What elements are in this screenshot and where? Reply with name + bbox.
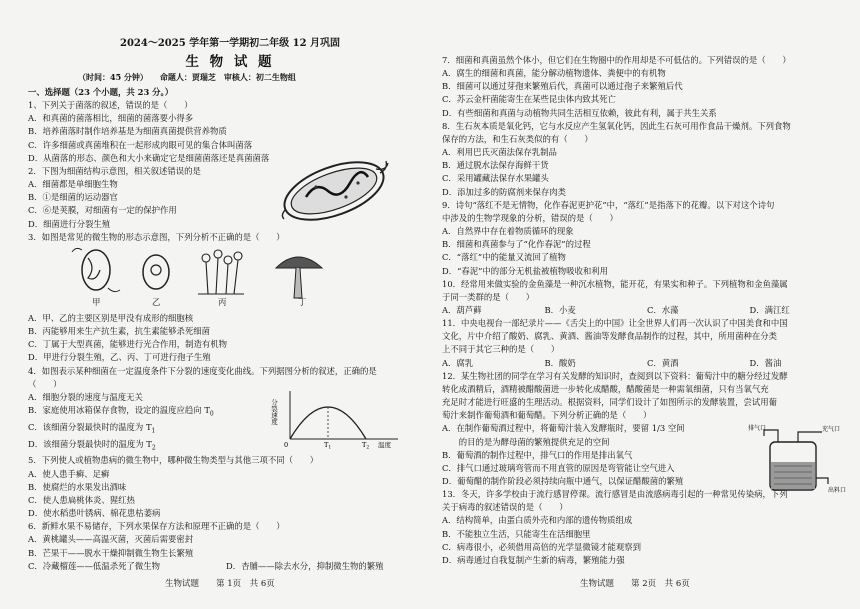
option-d: D．病毒通过自我复制产生新的病毒，繁殖能力强 [442, 554, 625, 565]
question-stem-continued: （ ） [28, 378, 62, 389]
graph-x-label: 温度 [378, 440, 391, 449]
option-d: D．该细菌分裂最快时的温度为 $T_2$ [28, 438, 156, 452]
bacteria-structure-figure [276, 159, 391, 221]
option-d: D．添加过多的防腐剂来保存肉类 [442, 186, 566, 197]
page-footer: 生物试题 第 2页 共 6页 [580, 579, 690, 589]
question-stem: 2．下图为细菌结构示意图，相关叙述错误的是 [28, 165, 201, 176]
option-b: B．丙能够用来生产抗生素，抗生素能够杀死细菌 [28, 326, 211, 337]
option-c: C．丁属于大型真菌，能够进行光合作用，制造有机物 [28, 339, 228, 350]
option-b: B．不能独立生活，只能寄生在活细胞里 [442, 528, 591, 539]
mold-drawing [198, 250, 244, 294]
option-a: A．利用巴氏灭菌法保存乳制品 [442, 147, 557, 158]
option-b: B．细菌可以通过芽孢来繁殖后代，真菌可以通过孢子来繁殖后代 [442, 81, 683, 92]
question-1 [28, 99, 426, 165]
option-c: C．使人患扁桃体炎、猩红热 [28, 494, 135, 505]
option-a: A．腐生的细菌和真菌，能分解动植物遗体、粪便中的有机物 [442, 68, 666, 79]
question-stem: 5．下列使人或植物患病的微生物中，哪种微生物类型与其他三项不同（ ） [28, 455, 319, 466]
option-c: C．⑥是荚膜，对细菌有一定的保护作用 [28, 205, 177, 216]
question-10 [442, 278, 852, 317]
option-c: C．采用罐藏法保存水果罐头 [442, 173, 549, 184]
section-heading: 一、选择题（23 个小题，共 23 分。） [28, 87, 174, 97]
question-13 [442, 488, 852, 567]
option-a: A．使人患手癣、足癣 [28, 468, 110, 479]
option-a-continued: 的目的是为酵母菌的繁殖提供充足的空间 [442, 436, 610, 447]
page-footer: 生物试题 第 1页 共 6页 [165, 579, 275, 589]
option-b: B．使腐烂的水果发出酒味 [28, 481, 127, 492]
bacterium-drawing [82, 250, 110, 290]
option-a: A．细胞分裂的速度与温度无关 [28, 391, 143, 402]
option-a: A．和真菌的菌落相比，细菌的菌落要小得多 [28, 113, 194, 124]
question-stem-continued: 中涉及的生物学现象的分析，错误的是（ ） [442, 212, 618, 223]
option-a: A．自然界中存在着物质循环的现象 [442, 226, 574, 237]
option-b: B．酸奶 [544, 357, 576, 368]
question-8 [442, 120, 852, 199]
options-row [442, 304, 852, 317]
question-stem-continued: 于同一类群的是（ ） [442, 291, 535, 302]
figure-label-jia: 甲 [92, 296, 101, 307]
graph-tick-t2: $T_2$ [362, 440, 370, 449]
question-stem: 12．某生物社团的同学在学习有关发酵的知识时，查阅到以下资料：葡萄汁中的糖分经过发酵 [442, 370, 788, 381]
option-a: A．葫芦藓 [442, 304, 482, 315]
option-b: B．小麦 [544, 304, 576, 315]
question-4 [28, 365, 426, 455]
question-stem: 10．经常用来做实验的金鱼藻是一种沉水植物，能开花，有果实和种子。下列植物和金鱼藻属 [442, 278, 788, 289]
option-d: D．从菌落的形态、颜色和大小来确定它是细菌菌落还是真菌菌落 [28, 152, 270, 163]
option-a: A．在制作葡萄酒过程中，将葡萄汁装入发酵瓶时，要留 1/3 空间 [442, 423, 685, 434]
exhaust-port-label: 排气口 [748, 424, 767, 432]
option-c: C．该细菌分裂最快时的温度为 $T_1$ [28, 421, 156, 435]
option-d: D．满江红 [749, 304, 790, 315]
graph-tick-t1: $T_1$ [324, 440, 332, 449]
option-d: D．“春泥”中的部分无机盐被植物吸收和利用 [442, 265, 609, 276]
question-stem: 3．如图是常见的微生物的形态示意图，下列分析不正确的是（ ） [28, 231, 285, 242]
question-stem: 1、下列关于菌落的叙述，错误的是（ ） [28, 100, 193, 111]
option-a: A．结构简单，由蛋白质外壳和内部的遗传物质组成 [442, 515, 633, 526]
question-stem: 6．新鲜水果不易储存，下列水果保存方法和原理不正确的是（ ） [28, 521, 285, 532]
question-stem-continued: 萄汁来制作葡萄酒和葡萄醋。下列分析正确的是（ ） [442, 410, 652, 421]
question-stem-continued: 文化，片中介绍了酸奶、腐乳、黄酒、酱油等发酵食品制作的过程，其中，所用菌种在分类 [442, 331, 777, 342]
question-6 [28, 520, 426, 573]
option-b: B．家庭使用冰箱保存食物，设定的温度应趋向 $T_0$ [28, 404, 214, 418]
option-c: C．苏云金杆菌能寄生在某些昆虫体内致其死亡 [442, 94, 616, 105]
option-b: B．芒果干——脱水干燥抑制微生物生长繁殖 [28, 547, 194, 558]
option-b: B．细菌和真菌参与了“化作春泥”的过程 [442, 239, 591, 250]
inflation-port-label: 充气口 [822, 425, 841, 433]
exam-page-2 [430, 0, 860, 609]
option-a: A．甲、乙的主要区别是甲没有成形的细胞核 [28, 312, 194, 323]
outlet-port-label: 出料口 [828, 486, 847, 494]
graph-tick-0: 0 [284, 440, 289, 449]
option-a: A．细菌都是单细胞生物 [28, 179, 118, 190]
question-stem: 13．冬天，许多学校由于流行感冒停课。流行感冒是由流感病毒引起的一种常见传染病，下列 [442, 489, 788, 500]
question-3 [28, 231, 426, 365]
question-stem: 7．细菌和真菌虽然个体小，但它们在生物圈中的作用却是不可低估的。下列错误的是（ ） [442, 55, 791, 65]
option-b: B．培养菌落时制作培养基是为细菌真菌提供营养物质 [28, 126, 227, 137]
figure-label-ding: 丁 [298, 296, 307, 307]
option-c: C．排气口通过玻璃弯管而不用直管的原因是弯管能让空气进入 [442, 462, 675, 473]
question-11 [442, 317, 852, 370]
option-d: D．使水稻患叶锈病、棉花患枯萎病 [28, 508, 161, 519]
option-c: C．水藻 [647, 304, 679, 315]
question-stem: 4．如图表示某种细菌在一定温度条件下分裂的速度变化曲线。下列据图分析的叙述，正确的是 [28, 365, 377, 376]
figure-label-yi: 乙 [152, 296, 161, 307]
exam-title: 2024～2025 学年第一学期初二年级 12 月巩固 [119, 38, 341, 49]
question-stem-continued: 充足时才能进行旺盛的生理活动。根据资料，同学们设计了如图所示的发酵装置，尝试用葡 [442, 397, 777, 408]
microbes-figure [28, 244, 426, 312]
question-7 [442, 54, 852, 120]
figure-label-bing: 丙 [218, 296, 227, 307]
option-a: A．腐乳 [442, 357, 474, 368]
question-12 [442, 370, 852, 494]
graph-y-label: 分裂速度 [270, 398, 278, 425]
option-a: A．黄桃罐头——高温灭菌，灭菌后需要密封 [28, 534, 194, 545]
option-d: D．有些细菌和真菌与动植物共同生活相互依赖，彼此有利，属于共生关系 [442, 107, 717, 118]
option-d: D．酱油 [749, 357, 782, 368]
yeast-drawing [143, 255, 169, 289]
question-9 [442, 199, 852, 278]
division-rate-graph [268, 387, 418, 449]
exam-meta: （时间：45 分钟） 命题人：贾瑞芝 审核人：初二生物组 [78, 72, 296, 82]
option-d: D．细菌进行分裂生殖 [28, 218, 111, 229]
question-stem: 11．中央电视台一部纪录片——《舌尖上的中国》让全世界人们再一次认识了中国美食和中国 [442, 318, 788, 329]
right-column [442, 54, 852, 567]
question-stem-continued: 保存的方法，和生石灰类似的有（ ） [442, 133, 593, 144]
fermentation-apparatus-figure [744, 422, 852, 496]
question-stem: 8．生石灰本质是氧化钙，它与水反应产生氢氧化钙，因此生石灰可用作食品干燥剂。下列食物 [442, 120, 791, 131]
question-stem: 9．诗句“落红不是无情物，化作春泥更护花”中，“落红”是指落下的花瓣。以下对这个诗句 [442, 199, 775, 210]
option-d: D．杏脯——除去水分，抑制微生物的繁殖 [226, 560, 384, 571]
option-b: B．通过脱水法保存海鲜干货 [442, 160, 549, 171]
question-stem-continued: 关于病毒的叙述错误的是（ ） [442, 502, 568, 513]
option-c: C．冷藏榴莲——低温杀死了微生物 [28, 560, 161, 571]
options-row [442, 357, 852, 370]
question-5 [28, 454, 426, 520]
option-b: B．葡萄酒的制作过程中，排气口的作用是排出氧气 [442, 449, 633, 460]
option-b: B．①是细菌的运动器官 [28, 192, 118, 203]
option-c: C．黄酒 [647, 357, 679, 368]
option-d: D．甲进行分裂生殖，乙、丙、丁可进行孢子生殖 [28, 352, 211, 363]
option-c-d-row [28, 560, 426, 573]
question-stem-continued: 转化成酒精后，酒精被醋酸菌进一步转化成醋酸，醋酸菌是一种需氧细菌，只有当氧气充 [442, 383, 769, 394]
option-d: D．葡萄醋的制作阶段必须持续向瓶中通气，以保证醋酸菌的繁殖 [442, 476, 684, 486]
question-stem-continued: 上不同于其它三种的是（ ） [442, 344, 560, 355]
option-c: C．许多细菌或真菌堆积在一起形成肉眼可见的集合体叫菌落 [28, 139, 253, 150]
option-c: C．病毒很小，必须借用高倍的光学显微镜才能观察到 [442, 541, 642, 552]
left-column [28, 86, 426, 573]
question-2 [28, 165, 426, 231]
subject-title: 生 物 试 题 [185, 54, 275, 70]
option-c: C．“落红”中的能量又流回了植物 [442, 252, 566, 263]
mushroom-drawing [276, 257, 322, 298]
